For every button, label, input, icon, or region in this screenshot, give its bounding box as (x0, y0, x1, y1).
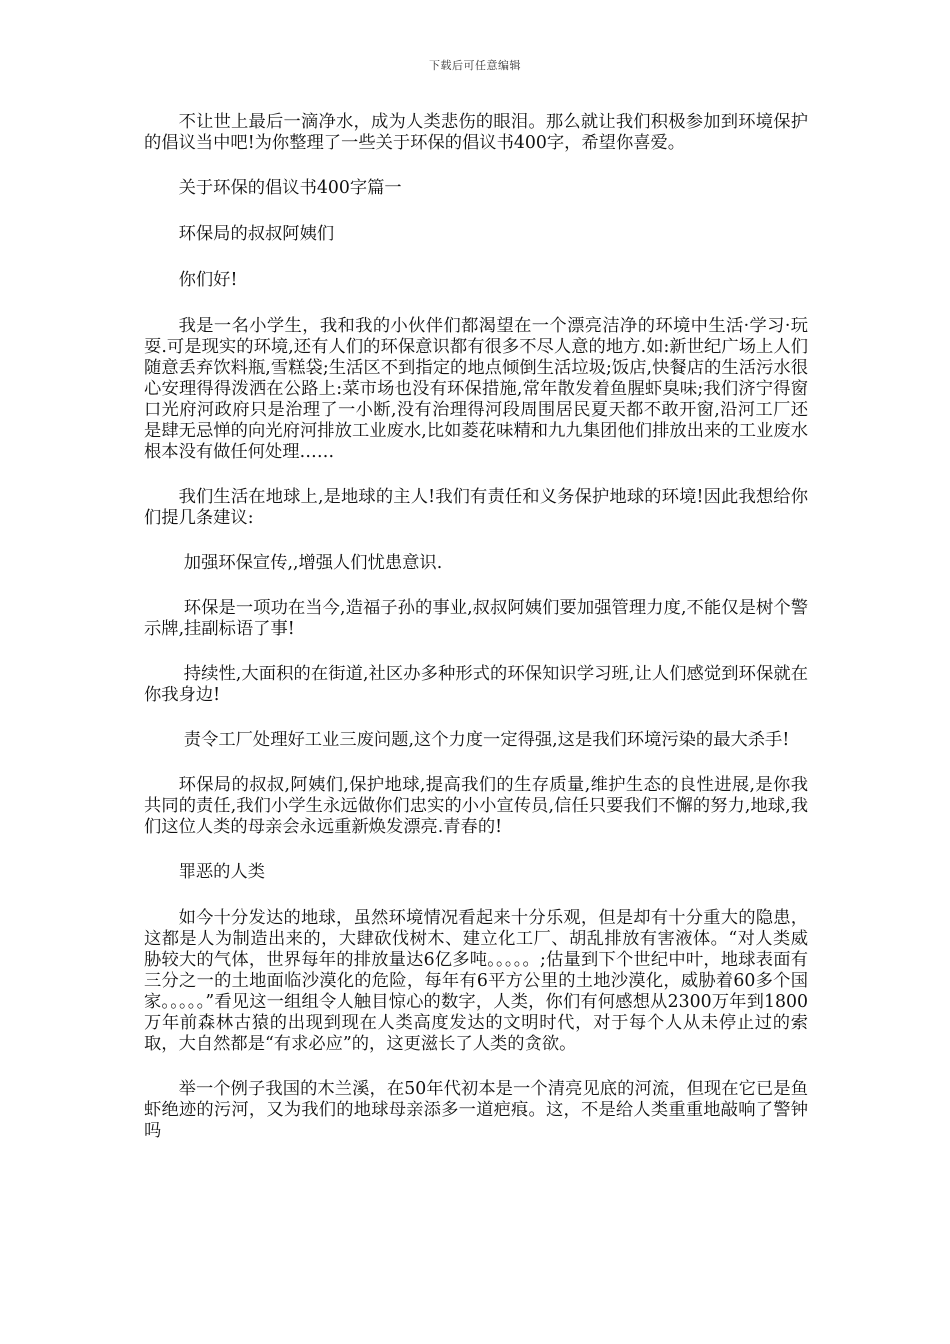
closing-paragraph: 环保局的叔叔,阿姨们,保护地球,提高我们的生存质量,维护生态的良性进展,是你我共同的责任,我们小学生永远做你们忠实的小小宣传员,信任只要我们不懈的努力,地球,我们这位人类的母亲会永远重新焕发漂亮.青春的! (144, 775, 808, 837)
intro-paragraph: 不让世上最后一滴净水，成为人类悲伤的眼泪。那么就让我们积极参加到环境保护的倡议当中吧!为你整理了一些关于环保的倡议书400字，希望你喜爱。 (144, 112, 808, 153)
suggestion-item: 持续性,大面积的在街道,社区办多种形式的环保知识学习班,让人们感觉到环保就在你我身边! (144, 664, 808, 705)
document-body (144, 112, 808, 1166)
body-paragraph: 我是一名小学生，我和我的小伙伴们都渴望在一个漂亮洁净的环境中生活·学习·玩耍.可是现实的环境,还有人们的环保意识都有很多不尽人意的地方.如:新世纪广场上人们随意丢弃饮料瓶,雪糕袋;生活区不到指定的地点倾倒生活垃圾;饭店,快餐店的生活污水很心安理得得泼洒在公路上:菜市场也没有环保措施,常年散发着鱼腥虾臭味;我们济宁得窗口光府河政府只是治理了一小断,没有治理得河段周围居民夏天都不敢开窗,沿河工厂还是肆无忌惮的向光府河排放工业废水,比如菱花味精和九九集团他们排放出来的工业废水根本没有做任何处理…… (144, 316, 808, 462)
body-paragraph: 我们生活在地球上,是地球的主人!我们有责任和义务保护地球的环境!因此我想给你们提几条建议: (144, 487, 808, 528)
suggestion-item: 责令工厂处理好工业三废问题,这个力度一定得强,这是我们环境污染的最大杀手! (183, 730, 790, 750)
page-header-note: 下载后可任意编辑 (429, 59, 521, 72)
body-paragraph: 如今十分发达的地球，虽然环境情况看起来十分乐观，但是却有十分重大的隐患，这都是人为制造出来的，大肆砍伐树木、建立化工厂、胡乱排放有害液体。“对人类威胁较大的气体，世界每年的排放量达6亿多吨。。。。。;估量到下个世纪中叶，地球表面有三分之一的土地面临沙漠化的危险，每年有6平方公里的土地沙漠化，威胁着60多个国家。。。。。”看见这一组组令人触目惊心的数字，人类，你们有何感想从2300万年到1800万年前森林古猿的出现到现在人类高度发达的文明时代，对于每个人从未停止过的索取，大自然都是“有求必应”的，这更滋长了人类的贪欲。 (144, 908, 808, 1054)
letter-salutation: 环保局的叔叔阿姨们 (178, 224, 335, 244)
section-title: 关于环保的倡议书400字篇一 (178, 178, 402, 198)
suggestion-item: 加强环保宣传,,增强人们忧患意识. (183, 553, 443, 573)
suggestion-item: 环保是一项功在当今,造福子孙的事业,叔叔阿姨们要加强管理力度,不能仅是树个警示牌,挂副标语了事! (144, 598, 808, 639)
section-title: 罪恶的人类 (178, 862, 266, 882)
letter-greeting: 你们好! (178, 270, 238, 290)
body-paragraph: 举一个例子我国的木兰溪，在50年代初本是一个清亮见底的河流，但现在它已是鱼虾绝迹的污河，又为我们的地球母亲添多一道疤痕。这，不是给人类重重地敲响了警钟吗 (144, 1079, 808, 1141)
